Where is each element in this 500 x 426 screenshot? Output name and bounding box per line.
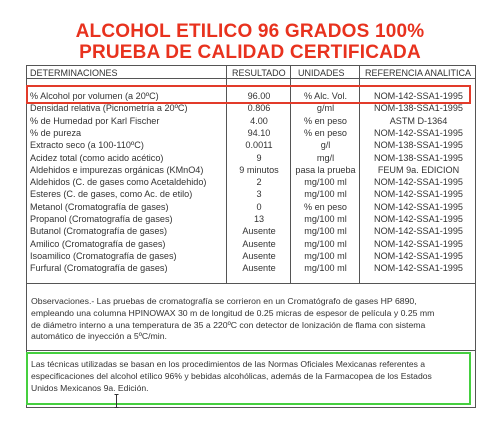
unidades-cell: mg/100 ml xyxy=(304,238,347,249)
resultado-cell: 13 xyxy=(253,214,265,224)
determinacion-cell: % de pureza xyxy=(30,127,82,138)
resultado-cell: 0 xyxy=(256,201,262,212)
unidades-cell: mg/100 ml xyxy=(304,189,347,200)
tecnicas-line: Las técnicas utilizadas se basan en los procedimientos de las Normas Oficiales Mexicanas referentes a xyxy=(31,359,426,369)
resultado-cell: Ausente xyxy=(242,226,276,237)
determinacion-cell: % de Humedad por Karl Fischer xyxy=(30,115,160,126)
resultado-cell: 9 xyxy=(256,152,262,163)
determinacion-cell: Isoamilico (Cromatografía de gases) xyxy=(30,250,177,261)
referencia-cell: NOM-142-SSA1-1995 xyxy=(374,177,463,188)
referencia-cell: ASTM D-1364 xyxy=(389,115,448,126)
resultado-cell: 9 minutos xyxy=(239,164,279,175)
determinacion-cell: Aldehidos e impurezas orgánicas (KMnO4) xyxy=(30,164,204,175)
determinacion-cell: Propanol (Cromatografía de gases) xyxy=(30,214,173,224)
unidades-cell: mg/100 ml xyxy=(304,250,347,261)
determinacion-cell: Extracto seco (a 100-110ºC) xyxy=(30,140,144,151)
determinacion-cell: Amilico (Cromatografía de gases) xyxy=(30,238,166,249)
referencia-cell: NOM-142-SSA1-1995 xyxy=(374,263,463,274)
unidades-cell: % en peso xyxy=(304,115,347,126)
unidades-cell: mg/100 ml xyxy=(304,263,347,274)
table-bottom-rule xyxy=(27,283,475,284)
unidades-cell: pasa la prueba xyxy=(295,164,356,175)
tecnicas-line: especificaciones del alcohol etílico 96% y bebidas alcohólicas, además de la Farmacopea de los Estados xyxy=(31,370,432,381)
highlight-alcohol-row xyxy=(26,85,471,104)
table-row xyxy=(27,238,475,250)
determinacion-cell: Esteres (C. de gases, como Ac. de etilo) xyxy=(30,189,193,200)
tecnicas-line: Unidos Mexicanos 9a. Edición. xyxy=(31,382,149,393)
table-row xyxy=(27,250,475,262)
resultado-cell: 94.10 xyxy=(247,127,271,138)
referencia-cell: NOM-142-SSA1-1995 xyxy=(374,91,463,101)
unidades-cell: g/ml xyxy=(316,103,335,114)
referencia-cell: NOM-138-SSA1-1995 xyxy=(374,103,463,114)
observaciones-line: Observaciones.- Las pruebas de cromatografía se corrieron en un Cromatógrafo de gases HP 6890, xyxy=(31,296,417,306)
referencia-cell: NOM-142-SSA1-1995 xyxy=(374,238,463,249)
unidades-cell: mg/100 ml xyxy=(304,214,347,224)
table-row xyxy=(27,127,475,139)
determinacion-cell: Metanol (Cromatografía de gases) xyxy=(30,201,169,212)
table-row xyxy=(27,225,475,237)
resultado-cell: Ausente xyxy=(242,238,276,249)
text-cursor-icon xyxy=(114,394,119,408)
determinacion-cell: Aldehidos (C. de gases como Acetaldehido) xyxy=(30,177,207,188)
table-row xyxy=(27,188,475,200)
table-row xyxy=(27,164,475,176)
table-row xyxy=(27,262,475,274)
unidades-cell: mg/100 ml xyxy=(304,177,347,188)
table-row xyxy=(27,102,475,114)
header-rule xyxy=(27,78,475,79)
referencia-cell: NOM-138-SSA1-1995 xyxy=(374,140,463,151)
determinacion-cell: Acidez total (como acido acético) xyxy=(30,152,164,163)
unidades-cell: % en peso xyxy=(304,127,347,138)
determinacion-cell: Furfural (Cromatografía de gases) xyxy=(30,263,168,274)
determinacion-cell: Butanol (Cromatografía de gases) xyxy=(30,226,167,237)
table-row xyxy=(27,176,475,188)
header-resultado: RESULTADO xyxy=(232,68,286,78)
unidades-cell: mg/l xyxy=(316,152,335,163)
referencia-cell: NOM-142-SSA1-1995 xyxy=(374,250,463,261)
title-line-1: ALCOHOL ETILICO 96 GRADOS 100% xyxy=(75,21,425,42)
highlight-tecnicas-note xyxy=(26,352,471,405)
header-referencia: REFERENCIA ANALITICA xyxy=(365,68,472,78)
resultado-cell: 96.00 xyxy=(247,91,271,101)
header-determinaciones: DETERMINACIONES xyxy=(30,68,118,78)
observaciones-line: empleando una columna HPINOWAX 30 m de longitud de 0.25 micras de espesor de película y 0.25 mm xyxy=(31,307,435,318)
referencia-cell: NOM-142-SSA1-1995 xyxy=(374,226,463,237)
referencia-cell: NOM-142-SSA1-1995 xyxy=(374,214,463,224)
referencia-cell: NOM-142-SSA1-1995 xyxy=(374,127,463,138)
determinacion-cell: % Alcohol por volumen (a 20ºC) xyxy=(30,91,159,101)
table-row xyxy=(27,152,475,164)
header-unidades: UNIDADES xyxy=(298,68,345,78)
table-row xyxy=(27,213,475,225)
table-row xyxy=(27,201,475,213)
table-row xyxy=(27,139,475,151)
referencia-cell: NOM-142-SSA1-1995 xyxy=(374,201,463,212)
referencia-cell: NOM-142-SSA1-1995 xyxy=(374,189,463,200)
title-line-2: PRUEBA DE CALIDAD CERTIFICADA xyxy=(79,42,421,63)
unidades-cell: % en peso xyxy=(304,201,347,212)
resultado-cell: 0.806 xyxy=(247,103,271,114)
unidades-cell: % Alc. Vol. xyxy=(304,91,347,101)
section-rule xyxy=(27,350,475,351)
determinacion-cell: Densidad relativa (Picnometría a 20ºC) xyxy=(30,103,188,114)
unidades-cell: g/l xyxy=(320,140,331,151)
observaciones-paragraph xyxy=(31,296,471,343)
resultado-cell: 0.0011 xyxy=(245,140,273,151)
observaciones-line: de diámetro interno a una temperatura de 35 a 220ºC con detector de Ionización de flama con sistema xyxy=(31,319,426,330)
resultado-cell: 3 xyxy=(256,189,262,200)
referencia-cell: NOM-138-SSA1-1995 xyxy=(374,152,463,163)
resultado-cell: Ausente xyxy=(242,263,276,274)
resultado-cell: 4.00 xyxy=(250,115,268,126)
resultado-cell: 2 xyxy=(256,177,262,188)
observaciones-line: automático de inyección a 5ºC/min. xyxy=(31,331,167,342)
resultado-cell: Ausente xyxy=(242,250,276,261)
referencia-cell: FEUM 9a. EDICION xyxy=(377,164,460,175)
table-row xyxy=(27,115,475,127)
unidades-cell: mg/100 ml xyxy=(304,226,347,237)
